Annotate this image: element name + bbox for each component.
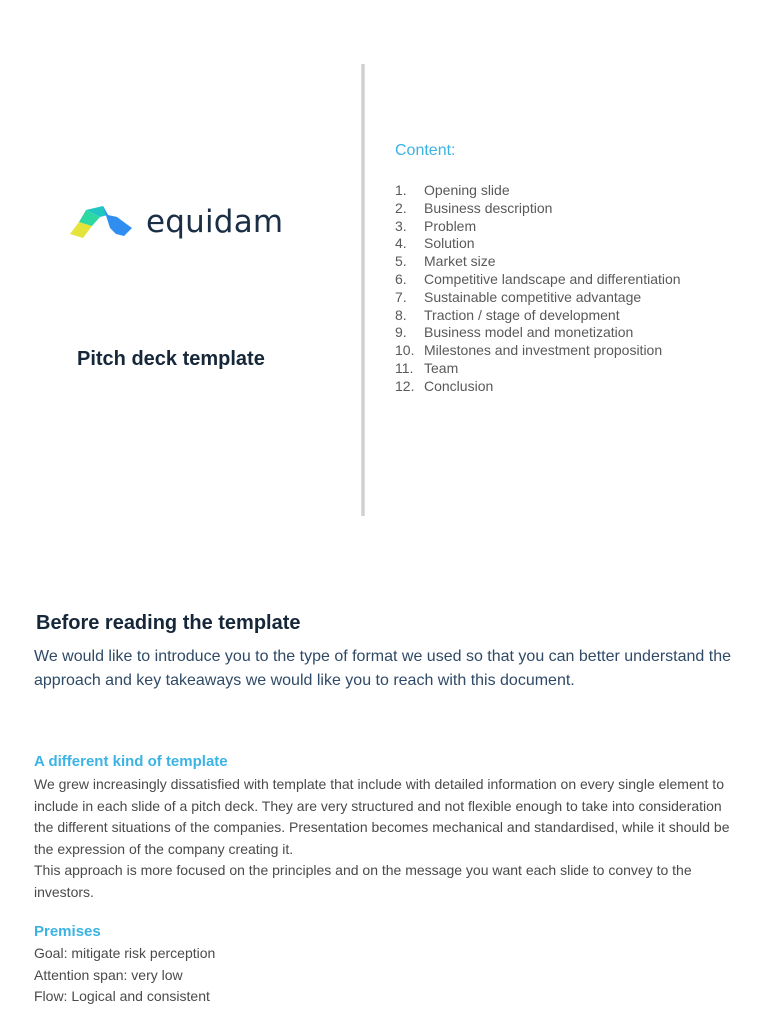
before-reading-title: Before reading the template (36, 612, 301, 634)
toc-item: 11. Team (395, 359, 459, 376)
before-reading-intro: We would like to introduce you to the type of format we used so that you can better understand the approach and key takeaways we would like you to reach with this document. (34, 648, 732, 689)
toc-item: 7. Sustainable competitive advantage (395, 288, 642, 305)
toc-item: 10. Milestones and investment proposition (395, 342, 663, 359)
toc-item: 2. Business description (395, 199, 553, 216)
equidam-logo-mark (70, 204, 132, 240)
toc-item: 9. Business model and monetization (395, 324, 634, 341)
toc-item: 3. Problem (395, 217, 477, 234)
premises-list (34, 943, 734, 1008)
toc-item: 6. Competitive landscape and differentiation (395, 270, 681, 287)
logo-wordmark: equidam (146, 204, 284, 240)
toc-item: 12. Conclusion (395, 377, 494, 394)
premise-line: Flow: Logical and consistent (34, 988, 210, 1005)
deck-title: Pitch deck template (77, 348, 265, 370)
toc-item: 8. Traction / stage of development (395, 306, 620, 323)
table-of-contents (395, 182, 681, 396)
different-template-heading: A different kind of template (34, 753, 228, 770)
premise-line: Goal: mitigate risk perception (34, 945, 216, 961)
different-template-paragraph: We grew increasingly dissatisfied with template that include with detailed information on every single element to include in each slide of a pitch deck. They are very structured and not flexible enough to take into consideration the different situations of the companies. Presentation becomes mechanical and standardised, while it should be the expression of the company creating it. (34, 776, 730, 857)
premise-line: Attention span: very low (34, 966, 183, 983)
toc-item: 5. Market size (395, 253, 496, 270)
different-template-paragraph: This approach is more focused on the principles and on the message you want each slide to convey to the investors. (34, 862, 692, 900)
toc-item: 4. Solution (395, 235, 475, 252)
contents-heading: Content: (395, 142, 456, 159)
toc-item: 1. Opening slide (395, 182, 510, 198)
premises-heading: Premises (34, 923, 101, 940)
different-template-body (34, 774, 734, 904)
vertical-divider (361, 64, 365, 516)
equidam-logo (70, 200, 300, 244)
